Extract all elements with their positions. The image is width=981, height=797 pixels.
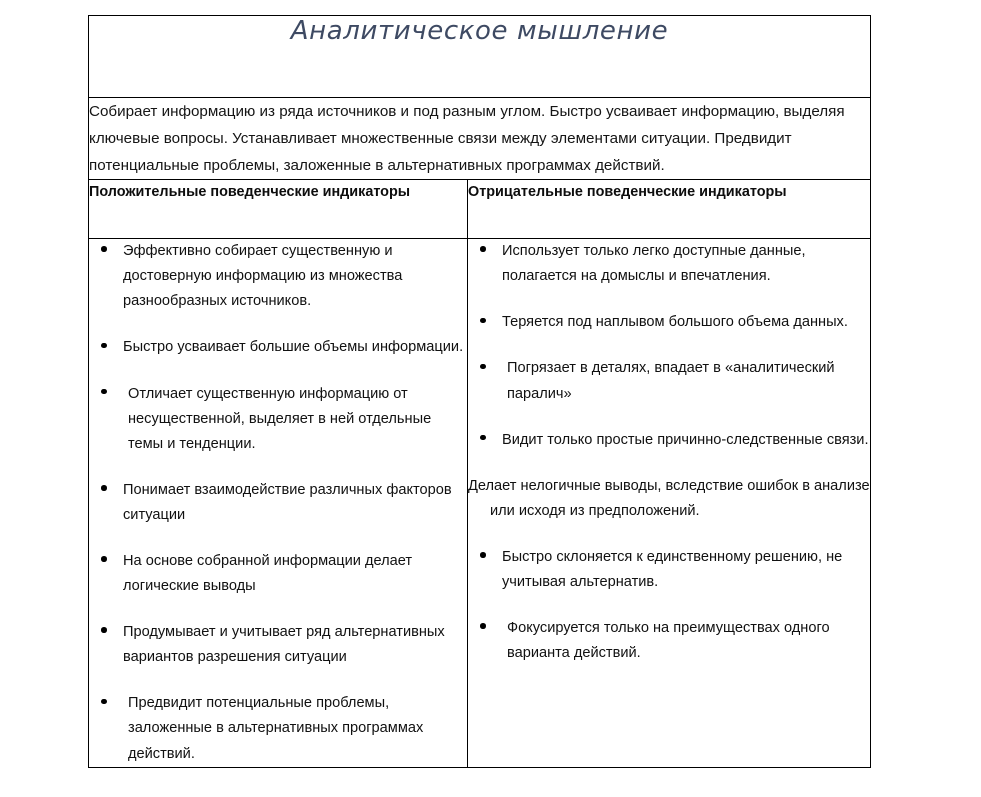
list-item [468,428,870,453]
list-item-text: На основе собранной информации делает логические выводы [123,552,413,595]
negative-indicators-header: Отрицательные поведенческие индикаторы [468,184,787,201]
bullet-icon [480,623,486,629]
list-item [89,382,467,457]
positive-indicators-header-cell [89,180,468,239]
list-item [89,478,467,528]
bullet-icon [101,485,107,491]
list-item-text: Использует только легко доступные данные, полагается на домыслы и впечатления. [502,243,806,285]
list-item [468,616,870,666]
list-item-text: Быстро усваивает большие объемы информации. [123,339,464,356]
page-title: Аналитическое мышление [290,16,669,46]
list-item-text: Понимает взаимодействие различных факторов ситуации [123,481,452,523]
bullet-icon [101,627,107,633]
positive-indicators-header: Положительные поведенческие индикаторы [89,184,411,201]
bullet-icon [480,552,486,558]
competency-table [88,15,871,768]
bullet-icon [480,435,486,441]
title-row [89,16,871,98]
bullet-icon [101,343,107,349]
list-item [468,239,870,289]
description-row [89,98,871,180]
positive-indicator-list [89,239,467,767]
list-item [468,545,870,595]
competency-description: Собирает информацию из ряда источников и под разным углом. Быстро усваивает информацию, выделяя ключевые вопросы. Устанавливает множественные связи между элементами ситуации. Предвидит потенциальные проблемы, заложенные в альтернативных программах действий. [89,103,845,175]
bullet-icon [480,364,486,370]
list-item-text: Эффективно собирает существенную и достоверную информацию из множества разнообразных источников. [123,243,403,310]
title-cell [89,16,871,98]
list-item [89,549,467,599]
description-cell [89,98,871,180]
list-item-text: Делает нелогичные выводы, вследствие ошибок в анализе или исходя из предположений. [468,477,870,519]
bullet-icon [101,556,107,562]
negative-indicators-cell [468,239,871,768]
list-item-text: Отличает существенную информацию от несущественной, выделяет в ней отдельные темы и тенденции. [128,385,432,452]
list-item-text: Продумывает и учитывает ряд альтернативных вариантов разрешения ситуации [123,624,445,666]
list-item [89,239,467,314]
list-item [89,691,467,766]
bullet-icon [101,246,107,252]
negative-indicator-list [468,239,870,666]
bullet-icon [101,699,107,705]
list-item-text: Предвидит потенциальные проблемы, заложенные в альтернативных программах действий. [128,695,424,762]
column-headers-row [89,180,871,239]
bullet-icon [480,246,486,252]
bullet-icon [480,318,486,324]
positive-indicators-cell [89,239,468,768]
negative-indicators-header-cell [468,180,871,239]
list-item [89,335,467,360]
list-item-text: Погрязает в деталях, впадает в «аналитический паралич» [507,360,835,402]
bullet-icon [101,389,107,395]
list-item [468,474,870,524]
list-item-text: Фокусируется только на преимуществах одного варианта действий. [507,620,830,662]
list-item [468,310,870,335]
list-item-text: Теряется под наплывом большого объема данных. [502,314,848,331]
list-item-text: Быстро склоняется к единственному решению, не учитывая альтернатив. [502,548,843,590]
list-item [89,620,467,670]
list-item [468,356,870,406]
indicators-row [89,239,871,768]
list-item-text: Видит только простые причинно-следственные связи. [502,431,869,448]
